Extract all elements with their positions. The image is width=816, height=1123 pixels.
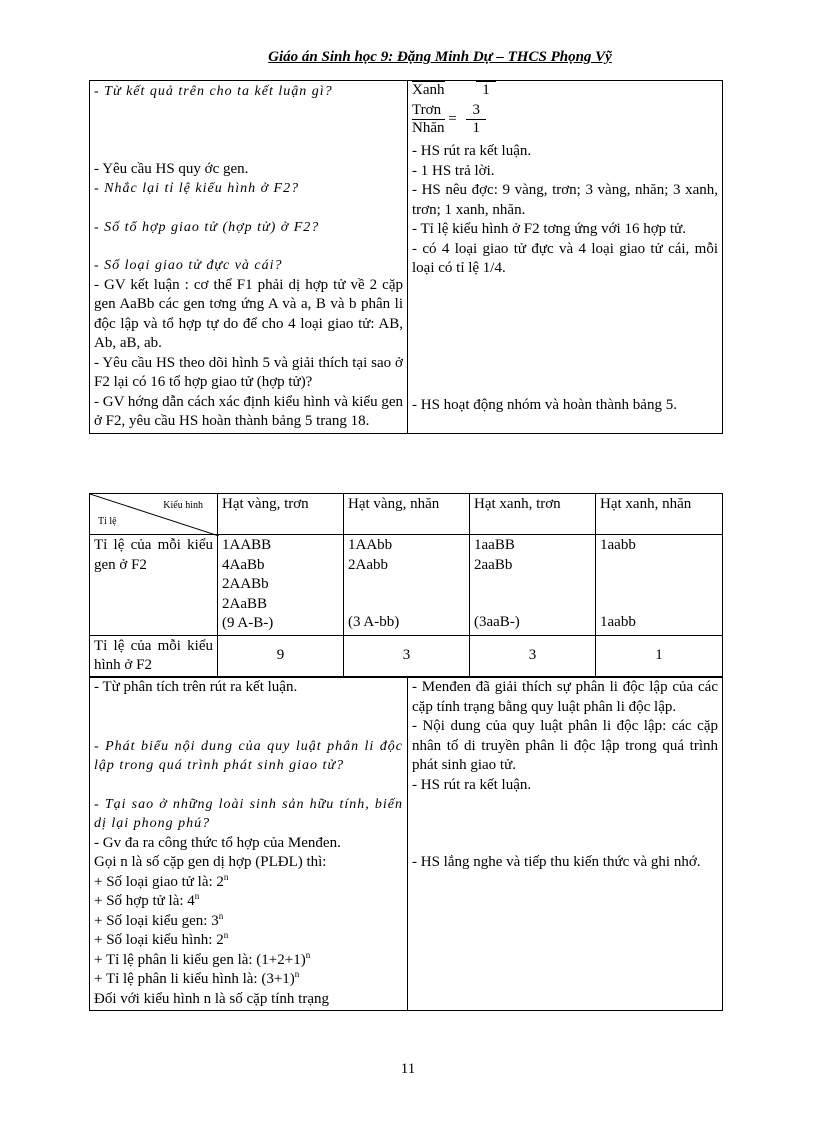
student-response: - HS rút ra kết luận.: [412, 776, 532, 793]
phenotype-ratio: 1: [596, 635, 723, 677]
formula-line: + Số loại kiểu hình: 2$^n$: [94, 930, 229, 948]
col-header: Hạt vàng, nhăn: [344, 494, 470, 535]
row-label: Tỉ lệ của mỗi kiểu hình ở F2: [90, 635, 218, 677]
ratio-table: [89, 493, 723, 678]
genotype-cell: 1aaBB 2aaBb (3aaB-): [470, 535, 596, 636]
activity-table-2: [89, 676, 723, 1011]
teacher-step: - GV kết luận : cơ thể F1 phải dị hợp tử về 2 cặp gen AaBb các gen tơng ứng A và a, B và b phân li độc lập và tổ hợp tự do để cho 4 loại giao tử: AB, Ab, aB, ab.: [94, 276, 403, 351]
genotype-cell: 1AAbb 2Aabb (3 A-bb): [344, 535, 470, 636]
phenotype-ratio: 3: [470, 635, 596, 677]
teacher-step: - Nhắc lại tỉ lệ kiểu hình ở F2?: [94, 181, 300, 196]
activity-table-1: [89, 80, 723, 434]
formula-line: + Tỉ lệ phân li kiểu gen là: $(1+2+1)^n$: [94, 949, 311, 968]
formula-line: + Số loại kiểu gen: 3$^n$: [94, 910, 224, 929]
formula-line: + Tỉ lệ phân li kiểu hình là: $(3+1)^n$: [94, 969, 300, 987]
student-response: - HS nêu đợc: 9 vàng, trơn; 3 vàng, nhăn; 3 xanh, trơn; 1 xanh, nhăn.: [412, 182, 718, 218]
page-header: Giáo án Sinh học 9: Đặng Minh Dự – THCS Phọng Vỹ: [268, 49, 612, 65]
teacher-step: - GV hớng dẫn cách xác định kiểu hình và kiểu gen ở F2, yêu cầu HS hoàn thành bảng 5 trang 18.: [94, 393, 403, 429]
student-response: - HS hoạt động nhóm và hoàn thành bảng 5.: [412, 396, 677, 413]
formula-intro: Gọi n là số cặp gen dị hợp (PLĐL) thì:: [94, 854, 327, 870]
page-number: 11: [400, 1061, 416, 1077]
teacher-column: [90, 81, 408, 434]
teacher-step: Đối với kiểu hình n là số cặp tính trạng: [94, 990, 329, 1007]
formula-line: + Số hợp tử là: 4$^n$: [94, 891, 200, 909]
col-header: Hạt xanh, nhăn: [596, 494, 723, 535]
teacher-step: - Tại sao ở những loài sinh sản hữu tính, biến dị lại phong phú?: [94, 796, 403, 831]
student-response: - Nội dung của quy luật phân li độc lập: các cặp nhân tố di truyền phân li độc lập trong quá trình phát sinh giao tử.: [412, 718, 718, 773]
corner-label-ratio: Tỉ lệ: [98, 515, 117, 527]
corner-label-phenotype: Kiểu hình: [163, 500, 203, 511]
student-response: - có 4 loại giao tử đực và 4 loại giao tử cái, mỗi loại có tỉ lệ 1/4.: [412, 240, 718, 276]
student-response: - 1 HS trả lời.: [412, 162, 495, 179]
teacher-step: - Số tổ hợp giao tử (hợp tử) ở F2?: [94, 219, 320, 235]
genotype-cell: 1AABB 4AaBb 2AABb 2AaBB (9 A-B-): [218, 535, 344, 636]
genotype-cell: 1aabb 1aabb: [596, 535, 723, 636]
teacher-step: - Yêu cầu HS theo dõi hình 5 và giải thích tại sao ở F2 lại có 16 tổ hợp giao tử (hợp tử)?: [94, 354, 403, 390]
teacher-step: - Từ kết quả trên cho ta kết luận gì?: [94, 84, 333, 99]
col-header: Hạt vàng, trơn: [218, 494, 344, 535]
phenotype-ratio: 3: [344, 635, 470, 677]
formula-line: + Số loại giao tử là: 2$^n$: [94, 871, 229, 890]
student-response: - Tỉ lệ kiểu hình ở F2 tơng ứng với 16 hợp tử.: [412, 221, 686, 237]
student-column: [408, 81, 723, 434]
teacher-step: - Từ phân tích trên rút ra kết luận.: [94, 679, 298, 695]
phenotype-ratio: 9: [218, 635, 344, 677]
student-response: - HS rút ra kết luận.: [412, 143, 532, 159]
ratio-xanh: Xanh 1: [412, 82, 718, 100]
table-corner-header: [90, 494, 218, 535]
student-response: - HS lắng nghe và tiếp thu kiến thức và ghi nhớ.: [412, 854, 701, 870]
col-header: Hạt xanh, trơn: [470, 494, 596, 535]
student-column: [408, 677, 723, 1011]
student-response: - Menđen đã giải thích sự phân li độc lập của các cặp tính trạng bằng quy luật phân li độc lập.: [412, 679, 718, 715]
teacher-column: [90, 677, 408, 1011]
row-label: Tỉ lệ của mỗi kiểu gen ở F2: [90, 535, 218, 636]
teacher-step: - Yêu cầu HS quy ớc gen.: [94, 160, 249, 177]
teacher-step: - Gv đa ra công thức tổ hợp của Menđen.: [94, 834, 341, 851]
ratio-tron-nhan: Trơn Nhăn = $\frac{3}{1}$: [412, 100, 718, 142]
teacher-step: - Phát biểu nội dung của quy luật phân li độc lập trong quá trình phát sinh giao tử?: [94, 738, 403, 773]
teacher-step: - Số loại giao tử đực và cái?: [94, 258, 283, 273]
